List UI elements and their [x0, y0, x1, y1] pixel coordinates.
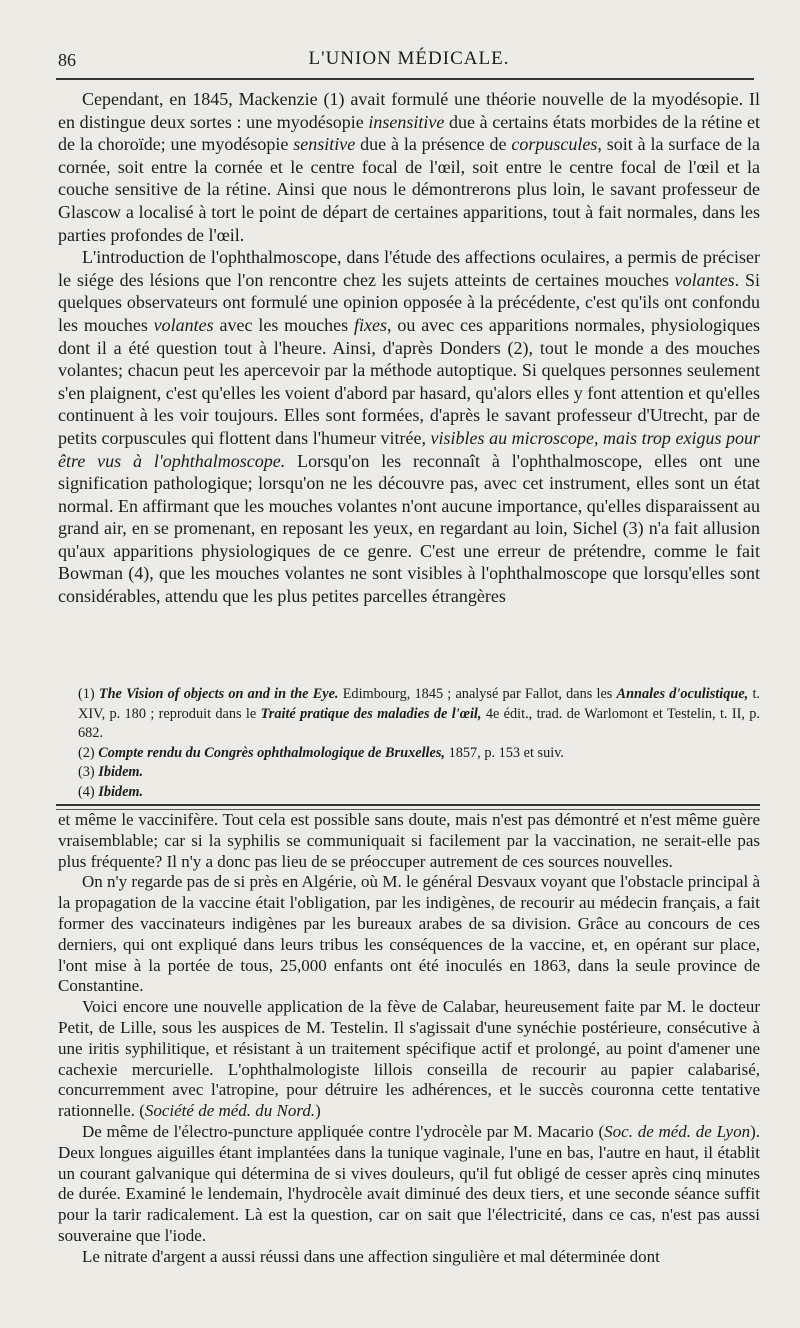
text-run-italic: Ibidem.	[98, 764, 144, 780]
text-run-italic: volantes	[674, 269, 735, 290]
text-run: , ou avec ces apparitions normales, physiologiques dont il a été question tout à l'heure. Ainsi, d'après Donders (2), tout le monde a des mouches volantes; chacun peut les apercevoir par la méthode autoptique. Si quelques personnes seulement s'en plaignent, c'est qu'elles les voient d'abord par hasard, qu'alors elles y font attention et qu'elles continuent à les voir toujours. Elles sont formées, d'après le savant professeur d'Utrecht, par de petits corpuscules qui flottent dans l'humeur vitrée,	[58, 314, 760, 448]
text-run: Lorsqu'on les reconnaît à l'ophthalmoscope, elles ont une signification pathologique; lorsqu'on ne les découvre pas, avec cet instrument, elles sont un état normal. En affirmant que les mouches volantes n'ont aucune importance, qu'elles disparaissent au grand air, en se promenant, en reposant les yeux, en regardant au loin, Sichel (3) n'a fait allusion qu'aux apparitions physiologiques de ce genre. C'est une erreur de prétendre, comme le fait Bowman (4), que les mouches volantes ne sont visibles à l'ophthalmoscope que lorsqu'elles sont considérables, attendu que les plus petites parcelles étrangères	[58, 450, 760, 607]
footnote-marker: (4)	[78, 783, 99, 800]
paragraph	[58, 88, 760, 246]
footnote-marker: (1)	[78, 686, 99, 702]
text-run: Voici encore une nouvelle application de la fève de Calabar, heureusement faite par M. le docteur Petit, de Lille, sous les auspices de M. Testelin. Il s'agissait d'une synéchie postérieure, consécutive à une iritis syphilitique, et résistant à un traitement spécifique actif et prolongé, au point d'amener une cachexie mercurielle. L'ophthalmologiste lillois conseilla de recourir au papier calabarisé, concurremment avec l'atropine, pour détruire les adhérences, et le succès couronna cette tentative rationnelle. (	[58, 997, 760, 1121]
footnote	[78, 744, 760, 764]
article-body-lower	[58, 810, 760, 1268]
paragraph: Le nitrate d'argent a aussi réussi dans une affection singulière et mal déterminée dont	[82, 1246, 660, 1266]
text-run-italic: Ibidem.	[98, 783, 144, 800]
page-number: 86	[58, 50, 76, 70]
text-run: ). Deux longues aiguilles étant implantées dans la tunique vaginale, l'une en bas, l'autre en haut, il établit un courant galvanique qui détermina de si vives douleurs, qu'il fut obligé de cesser après cinq minutes de durée. Examiné le lendemain, l'hydrocèle avait diminué des deux tiers, et une seconde séance suffit pour la tarir radicalement. Là est la question, car on sait que l'électricité, dans ce cas, n'est pas aussi souveraine que l'iode.	[58, 1121, 760, 1245]
text-run-italic: fixes	[354, 314, 387, 335]
header-rule	[56, 78, 754, 80]
footnote	[78, 783, 760, 803]
footnote-marker: (3)	[78, 764, 99, 780]
article-body-upper	[58, 88, 760, 608]
page-header	[58, 46, 760, 72]
text-run: Cependant, en 1845, Mackenzie (1) avait formulé une théorie nouvelle de la myodésopie. Il en distingue deux sortes : une myodésopie	[58, 89, 760, 132]
text-run: 4e édit., trad. de Warlomont et Testelin, t. II, p. 682.	[78, 705, 760, 741]
text-run: . Si quelques observateurs ont formulé une opinion opposée à la précédente, c'est qu'ils ont confondu les mouches	[58, 269, 760, 335]
footnotes	[58, 685, 760, 802]
text-run-italic: Traité pratique des maladies de l'œil,	[260, 705, 482, 722]
text-run: De même de l'électro-puncture appliquée contre l'ydrocèle par M. Macario (	[82, 1121, 605, 1141]
paragraph: On n'y regarde pas de si près en Algérie, où M. le général Desvaux voyant que l'obstacle principal à la propagation de la vaccine était l'obligation, par les indigènes, de recourir au médecin français, a fait former des vaccinateurs indigènes par les bureaux arabes de sa division. Grâce au concours de ces derniers, qui ont expliqué dans leurs tribus les conséquences de la vaccine, et, en opérant sur place, l'ont mise à la portée de tous, 25,000 enfants ont été inoculés en 1863, dans la seule province de Constantine.	[58, 872, 760, 996]
text-run: 1857, p. 153 et suiv.	[445, 744, 565, 761]
text-run: Edimbourg, 1845 ; analysé par Fallot, dans les	[338, 686, 617, 702]
text-run-italic: corpuscules	[511, 134, 598, 155]
paragraph	[58, 997, 760, 1122]
text-run: due à certains états morbides de la rétine et de la choroïde; une myodésopie	[58, 111, 760, 155]
running-title: L'UNION MÉDICALE.	[308, 48, 510, 69]
text-run: t. XIV, p. 180 ; reproduit dans le	[78, 686, 760, 722]
text-run-italic: Soc. de méd. de Lyon	[604, 1121, 751, 1141]
text-run-italic: sensitive	[293, 134, 356, 155]
text-run-italic: visibles au microscope, mais trop exigus pour être vus à l'ophthalmoscope.	[58, 427, 761, 471]
footnote	[78, 763, 760, 783]
text-run-italic: volantes	[153, 314, 214, 335]
paragraph	[58, 1122, 760, 1247]
text-run-italic: The Vision of objects on and in the Eye.	[98, 686, 339, 702]
footnote-marker: (2)	[78, 744, 99, 761]
text-run: avec les mouches	[213, 314, 354, 335]
footnote	[78, 685, 760, 744]
text-run: )	[315, 1101, 321, 1121]
text-run-italic: Société de méd. du Nord.	[144, 1101, 316, 1121]
text-run-italic: Compte rendu du Congrès ophthalmologique de Bruxelles,	[98, 744, 445, 761]
paragraph: et même le vaccinifère. Tout cela est possible sans doute, mais n'est pas démontré et n'est même guère vraisemblable; car si la syphilis se communiquait si facilement par la vaccination, ne serait-elle pas plus fréquente? Il n'y a donc pas lieu de se préoccuper autrement de ces sources nouvelles.	[58, 810, 760, 871]
text-run-italic: insensitive	[368, 111, 445, 132]
text-run: L'introduction de l'ophthalmoscope, dans l'étude des affections oculaires, a permis de préciser le siége des lésions que l'on rencontre chez les sujets atteints de certaines mouches	[58, 247, 760, 290]
paragraph	[58, 246, 760, 608]
text-run: due à la présence de	[355, 134, 512, 155]
text-run: , soit à la surface de la cornée, soit entre la cornée et le centre focal de l'œil, soit entre le centre focal de l'œil et la couche sensitive de la rétine. Ainsi que nous le démontrerons plus loin, le savant professeur de Glascow a localisé à tort le point de départ de certaines apparitions, tout à fait normales, dans les parties profondes de l'œil.	[58, 134, 760, 245]
text-run-italic: Annales d'oculistique,	[616, 686, 749, 702]
